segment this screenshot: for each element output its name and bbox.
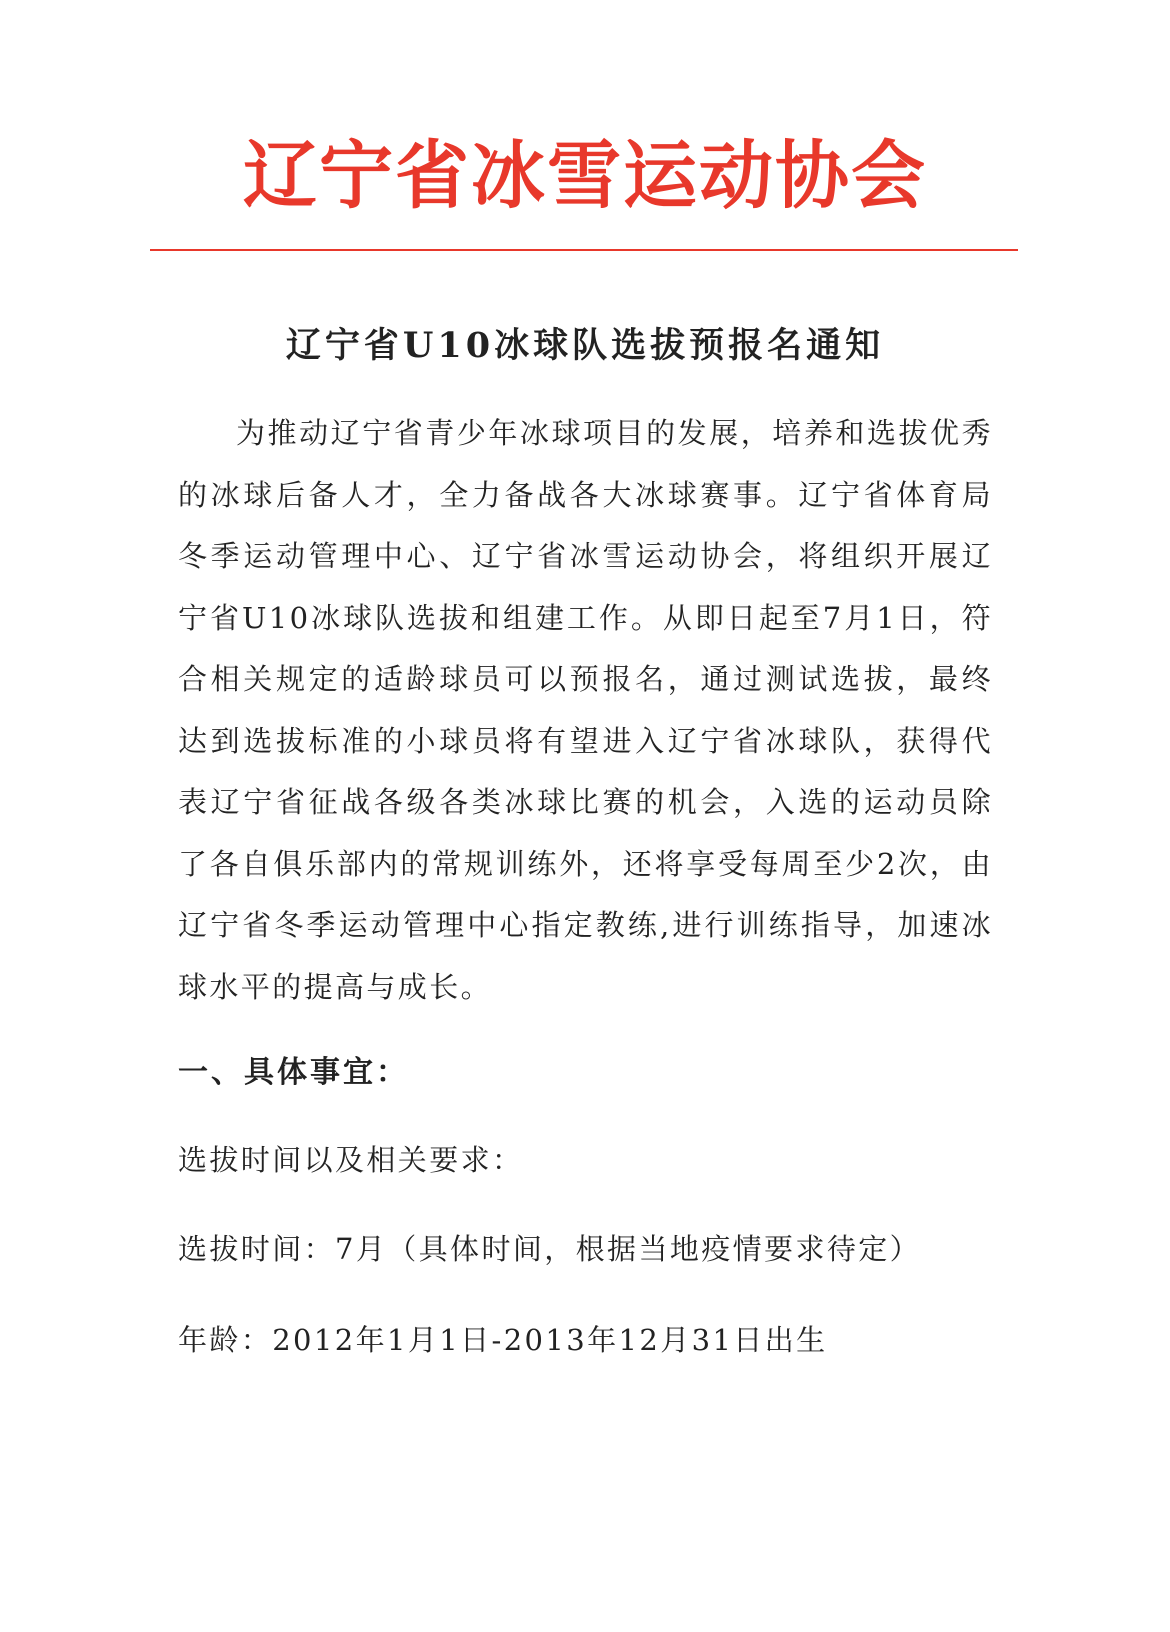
- selection-time-line: 选拔时间：7月（具体时间，根据当地疫情要求待定）: [178, 1232, 922, 1266]
- notice-body: 为推动辽宁省青少年冰球项目的发展，培养和选拔优秀的冰球后备人才，全力备战各大冰球赛事。辽宁省体育局冬季运动管理中心、辽宁省冰雪运动协会，将组织开展辽宁省U10冰球队选拔和组建工作。从即日起至7月1日，符合相关规定的适龄球员可以预报名，通过测试选拔，最终达到选拔标准的小球员将有望进入辽宁省冰球队，获得代表辽宁省征战各级各类冰球比赛的机会，入选的运动员除了各自俱乐部内的常规训练外，还将享受每周至少2次，由辽宁省冬季运动管理中心指定教练,进行训练指导，加速冰球水平的提高与成长。: [178, 416, 993, 1004]
- header-divider: [150, 249, 1018, 251]
- section-heading: 一、具体事宜：: [178, 1055, 409, 1090]
- notice-title: 辽宁省U10冰球队选拔预报名通知: [285, 325, 885, 366]
- age-requirement-line: 年龄：2012年1月1日-2013年12月31日出生: [178, 1323, 828, 1357]
- organization-header: 辽宁省冰雪运动协会: [243, 133, 927, 219]
- selection-requirements-label: 选拔时间以及相关要求：: [178, 1143, 524, 1177]
